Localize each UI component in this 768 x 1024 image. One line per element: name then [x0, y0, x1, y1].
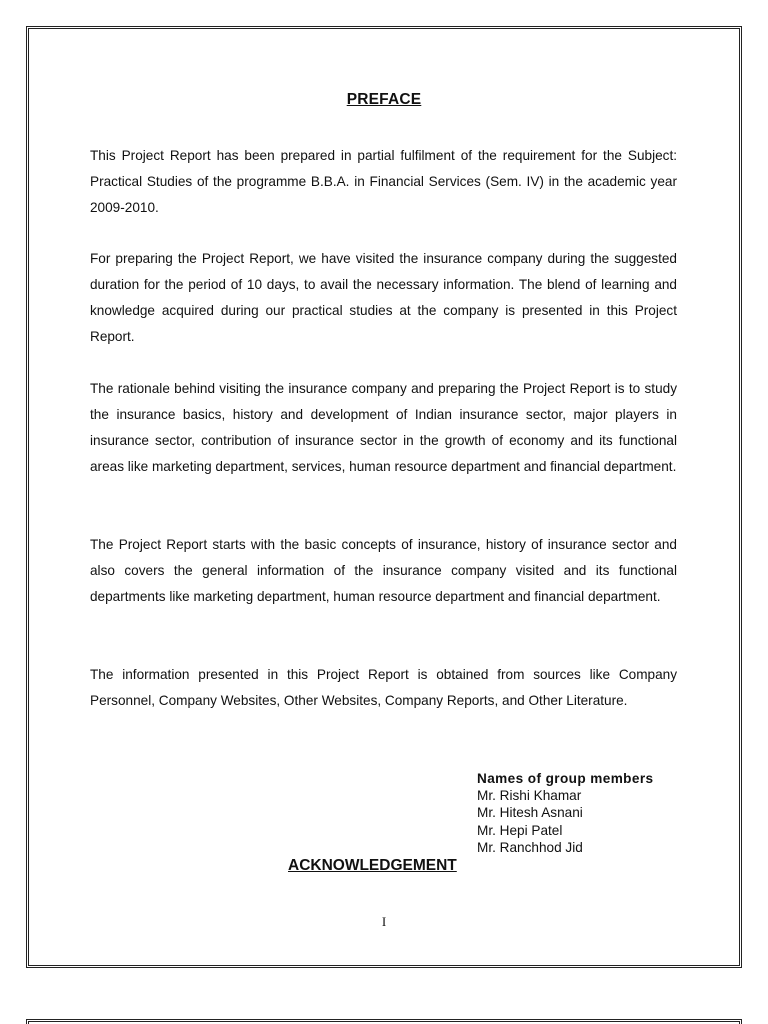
- paragraph-5: The information presented in this Project Report is obtained from sources like Company Personnel, Company Websites, Other Websites, Company Reports, and Other Literature.: [90, 667, 677, 708]
- acknowledgement-heading: ACKNOWLEDGEMENT: [288, 857, 457, 874]
- paragraph-4: The Project Report starts with the basic concepts of insurance, history of insurance sector and also covers the general information of the insurance company visited and its functional departments like marketing department, human resource department and financial department.: [90, 537, 677, 604]
- member-name: Mr. Hitesh Asnani: [477, 805, 583, 821]
- paragraph-3: The rationale behind visiting the insurance company and preparing the Project Report is to study the insurance basics, history and development of Indian insurance sector, major players in insurance sector, contribution of insurance sector in the growth of economy and its functional areas like marketing department, services, human resource department and financial department.: [90, 381, 677, 474]
- paragraph-1: This Project Report has been prepared in partial fulfilment of the requirement for the Subject: Practical Studies of the programme B.B.A. in Financial Services (Sem. IV) in the academic year 2009-2010.: [90, 148, 677, 215]
- member-name: Mr. Ranchhod Jid: [477, 839, 583, 855]
- page-number: I: [381, 914, 387, 929]
- member-name: Mr. Hepi Patel: [477, 822, 563, 838]
- group-members-heading: Names of group members: [477, 771, 654, 786]
- paragraph-2: For preparing the Project Report, we have visited the insurance company during the suggested duration for the period of 10 days, to avail the necessary information. The blend of learning and knowledge acquired during our practical studies at the company is presented in this Project Report.: [90, 251, 677, 344]
- page-title: PREFACE: [346, 91, 422, 108]
- next-page-border: [26, 1019, 742, 1024]
- member-name: Mr. Rishi Khamar: [477, 788, 582, 804]
- group-members: [477, 770, 654, 856]
